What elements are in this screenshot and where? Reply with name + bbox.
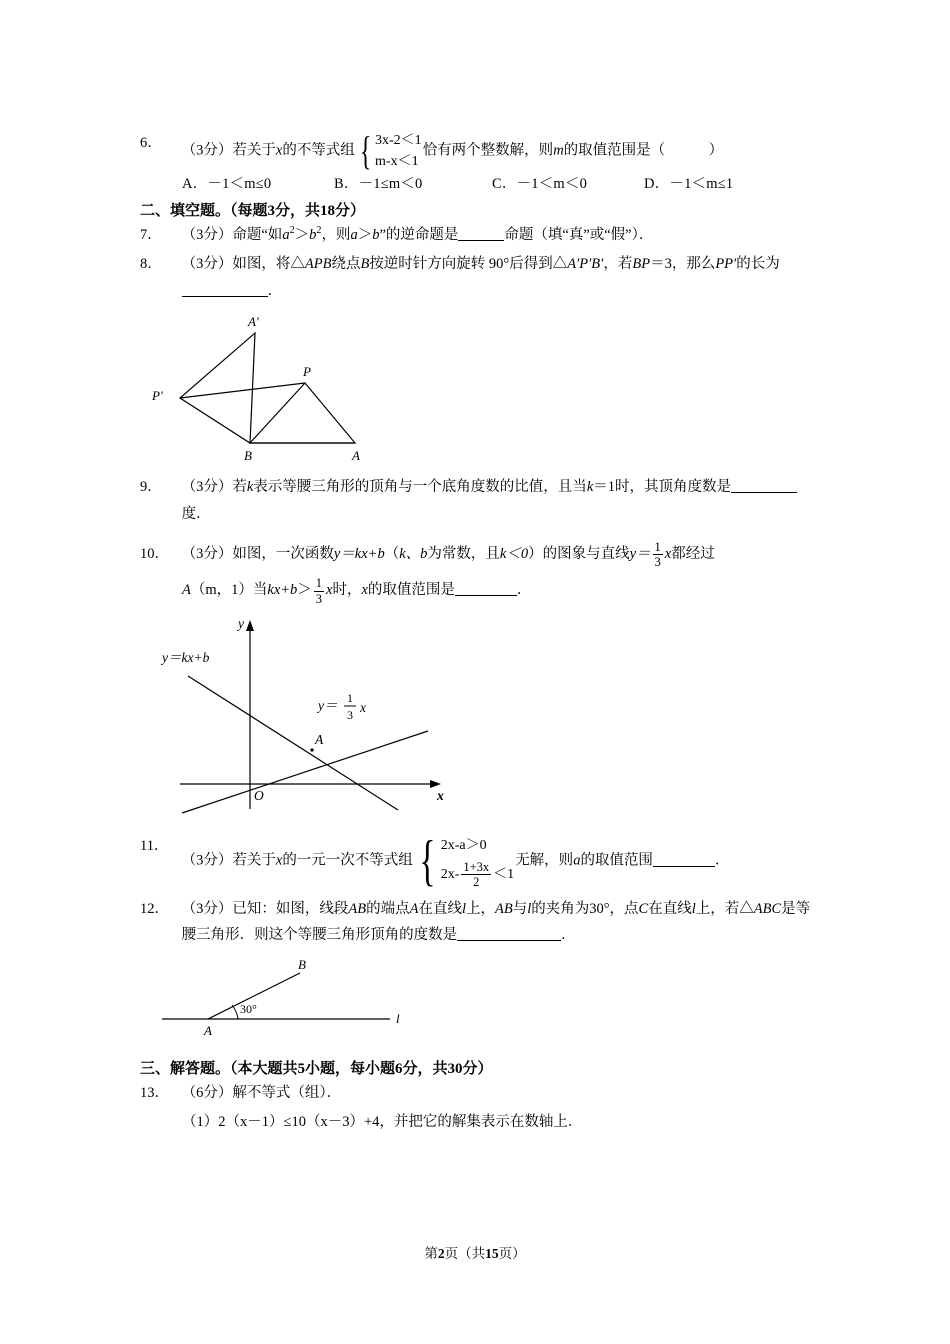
q9-answer-blank[interactable] [731, 478, 797, 494]
q12-text-f: 的夹角为30°，点 [531, 900, 639, 917]
q6-tail2: 的取值范围是（ ） [563, 142, 724, 159]
q8-label-p-prime: P′ [152, 388, 163, 404]
q6-option-b[interactable]: B．－1≤m＜0 [334, 176, 423, 192]
q8-pp: PP′ [715, 255, 737, 272]
q10-line-kxb [188, 676, 398, 810]
section-heading-2: 二、填空题。（每题3分，共18分） [140, 203, 366, 219]
question-11-number: 11． [140, 838, 169, 855]
q11-text-a: （3分）若关于 [181, 852, 276, 869]
question-11-body [181, 829, 812, 892]
q13-part1-text: （1）2（x－1）≤10（x－3）+4，并把它的解集表示在数轴上． [182, 1113, 583, 1130]
q10-point-coord: （m，1） [190, 582, 253, 599]
q11-row2-pre: 2x- [440, 866, 460, 882]
footer-prefix: 第 [424, 1246, 438, 1261]
q12-diagram [140, 951, 440, 1039]
q8-label-a-prime: A′ [248, 314, 259, 330]
q12-text-d: 上， [465, 900, 495, 917]
q10-function: y＝kx+b [333, 546, 385, 563]
q7-b-exp: 2 [316, 225, 322, 237]
q10-graph [140, 614, 480, 829]
q10-label-line2-y: y＝ [318, 698, 338, 714]
q6-var: x [275, 142, 283, 159]
q12-label-b: B [298, 957, 306, 973]
q10-text-c: 的图象与直线 [542, 546, 630, 563]
q7-a2: a [350, 227, 358, 243]
q12-text-j: ． [561, 927, 576, 944]
q10-kb: k、b [399, 546, 428, 563]
q11-frac-bot: 2 [473, 875, 480, 890]
q11-row2-post: ＜1 [493, 866, 515, 882]
q9-text-d: 度． [181, 506, 211, 523]
q8-bp: BP [632, 255, 651, 272]
q8-eq: ＝ [650, 255, 665, 272]
q6-system-row-2: m-x＜1 [375, 154, 419, 169]
q12-label-a: A [204, 1023, 212, 1039]
q10-label-origin: O [254, 788, 264, 804]
q11-system-row-2 [441, 860, 514, 890]
question-6-body [182, 130, 812, 172]
question-9 [140, 474, 820, 528]
q6-option-a[interactable]: A．－1＜m≤0 [182, 176, 272, 192]
q10-gt: ＞ [297, 582, 312, 599]
q10-text-a: （3分）如图，一次函数 [181, 546, 334, 563]
question-9-number: 9． [140, 479, 162, 496]
question-10-cont [182, 573, 820, 608]
q12-abc: ABC [753, 900, 782, 917]
question-12-body [182, 896, 812, 950]
q9-text-c: 时，其顶角度数是 [615, 479, 731, 496]
q8-diagram [140, 308, 440, 468]
q10-answer-blank[interactable] [455, 581, 517, 597]
q8-text-d: ，若 [603, 255, 633, 272]
question-6-options [182, 172, 820, 193]
q12-text-b: 的端点 [366, 900, 410, 917]
question-12-number: 12． [140, 900, 169, 917]
q12-l3: l [691, 900, 696, 917]
q8-segment-pp [180, 383, 305, 398]
q8-text-f: 的长为 [736, 255, 780, 272]
q10-var-x: x [361, 582, 368, 599]
q12-l2: l [527, 900, 532, 917]
q10-text-e: 当 [252, 582, 268, 599]
footer-mid: 页（共 [444, 1246, 486, 1261]
q12-l1: l [461, 900, 466, 917]
brace-icon: { [359, 128, 372, 173]
q11-answer-blank[interactable] [653, 851, 715, 867]
q12-label-l: l [396, 1011, 400, 1027]
q12-text-h: 上，若△ [695, 900, 754, 917]
q10-label-x-axis: x [437, 788, 444, 804]
q9-text-b: 表示等腰三角形的顶角与一个底角度数的比值，且当 [253, 479, 587, 496]
q7-text-d: 命题（填“真”或“假”）． [504, 227, 654, 243]
question-10-figure [140, 614, 820, 829]
q10-label-line1: y＝kx+b [162, 650, 210, 666]
question-8-body [182, 251, 812, 305]
q8-label-a: A [352, 448, 360, 464]
q7-b2: b [372, 227, 380, 243]
q9-k2: k [586, 479, 594, 496]
q6-option-d[interactable]: D．－1＜m≤1 [644, 176, 734, 192]
q12-text-e: 与 [512, 900, 528, 917]
q12-text-a: （3分）已知：如图，线段 [181, 900, 349, 917]
q11-system-row-1: 2x-a＞0 [440, 838, 487, 854]
q8-label-b: B [244, 448, 252, 464]
q8-text-c: 按逆时针方向旋转 90°后得到△ [369, 255, 568, 272]
q6-lead: （3分）若关于 [181, 142, 276, 159]
q10-line-x: x [664, 546, 672, 563]
q10-text-b: 为常数，且 [427, 546, 500, 563]
page-content [140, 130, 820, 1138]
q10-line-y: y＝ [629, 546, 651, 563]
question-10-body [182, 538, 812, 571]
q9-one: 1 [607, 479, 615, 496]
page-footer [0, 1242, 950, 1262]
q10-text-h: ． [516, 582, 532, 599]
q10-text-f: 时， [332, 582, 362, 599]
q10-fraction-1 [653, 540, 663, 570]
question-13-number: 13． [140, 1085, 169, 1102]
q6-system-row-1: 3x-2＜1 [375, 133, 422, 148]
q6-option-c[interactable]: C．－1＜m＜0 [492, 176, 588, 192]
question-13-body: （6分）解不等式（组）． [181, 1085, 342, 1102]
q10-label-line2-num: 1 [347, 691, 353, 706]
question-6 [140, 130, 820, 172]
q8-tri2: A′P′B′ [567, 255, 604, 272]
q6-system [356, 130, 422, 172]
question-13 [140, 1080, 820, 1107]
q8-text-a: （3分）如图，将△ [181, 255, 305, 272]
q10-label-y-axis: y [238, 616, 244, 632]
q10-x-arrow [430, 780, 441, 788]
q8-text-e: 3，那么 [664, 255, 716, 272]
q12-ab: AB [348, 900, 367, 917]
q12-text-g: 在直线 [648, 900, 692, 917]
q7-text-c: ”的逆命题是 [379, 227, 459, 243]
question-8 [140, 251, 820, 305]
q11-var: x [275, 852, 283, 869]
q9-eq: ＝ [593, 479, 608, 496]
q10-text-d: 都经过 [671, 546, 715, 563]
q8-answer-blank[interactable] [182, 281, 268, 297]
question-9-body [182, 474, 812, 528]
question-6-number: 6． [140, 135, 162, 151]
q11-system-rows [441, 833, 514, 889]
q8-text-g: ． [267, 282, 283, 299]
question-7 [140, 222, 820, 249]
q11-frac-top: 1+3x [463, 859, 490, 874]
q6-system-rows [375, 130, 422, 172]
q10-paren-close: ） [528, 546, 543, 563]
q8-text-b: 绕点 [331, 255, 361, 272]
q10-paren-open: （ [384, 546, 400, 563]
footer-page-number: 2 [437, 1246, 445, 1261]
q12-text-c: 在直线 [418, 900, 462, 917]
question-10-number: 10． [140, 546, 169, 563]
q9-text-a: （3分）若 [181, 479, 247, 496]
q7-gt2: ＞ [357, 227, 373, 243]
q11-text-d: 的取值范围 [580, 852, 653, 869]
q12-answer-blank[interactable] [457, 926, 561, 942]
q11-var-a: a [573, 852, 581, 869]
q10-label-line2-x: x [360, 700, 366, 716]
q8-original-triangle [250, 383, 355, 443]
q7-a: a [282, 227, 290, 243]
q11-fraction [461, 860, 491, 890]
q10-frac2-top: 1 [315, 576, 323, 591]
q10-y-arrow [246, 620, 254, 631]
q11-text-b: 的一元一次不等式组 [282, 852, 413, 869]
q7-b: b [309, 227, 317, 243]
brace-icon: { [419, 829, 436, 892]
q6-tail1: 恰有两个整数解，则 [422, 142, 554, 159]
q11-text-c: 无解，则 [515, 852, 574, 869]
q7-answer-blank[interactable] [458, 226, 504, 242]
q12-a: A [409, 900, 419, 917]
question-7-number: 7． [140, 227, 162, 243]
question-8-number: 8． [140, 255, 162, 272]
q10-expr-x: x [326, 582, 333, 599]
q10-k-neg: k＜0 [499, 546, 529, 563]
footer-total-pages: 15 [485, 1246, 499, 1261]
q10-line-third [182, 731, 428, 813]
question-13-part1 [182, 1109, 820, 1136]
q8-label-p: P [303, 364, 311, 380]
q10-label-line2-den: 3 [347, 708, 353, 723]
q7-text-a: （3分）命题“如 [181, 227, 283, 243]
q9-k1: k [246, 479, 254, 496]
q10-expr1: kx+b [267, 582, 298, 599]
q7-gt: ＞ [294, 227, 310, 243]
question-7-body [182, 222, 812, 249]
section-heading-3: 三、解答题。（本大题共5小题，每小题6分，共30分） [140, 1061, 493, 1078]
q10-fraction-2 [314, 576, 324, 606]
q6-lead2: 的不等式组 [282, 142, 355, 159]
q8-rotated-triangle [180, 333, 255, 443]
q10-frac1-top: 1 [654, 539, 661, 554]
question-12 [140, 896, 820, 950]
q10-point-a: A [182, 582, 191, 599]
q10-point-a-dot [310, 749, 313, 752]
footer-suffix: 页） [498, 1246, 526, 1261]
q12-c: C [638, 900, 649, 917]
question-10 [140, 538, 820, 571]
q7-text-b: ，则 [321, 227, 351, 243]
q12-label-angle: 30° [240, 1002, 257, 1017]
q7-a-exp: 2 [289, 225, 295, 237]
q12-text-i: 是等腰三角形．则这个等腰三角形顶角的度数是 [181, 900, 811, 944]
q10-frac2-bot: 3 [315, 591, 323, 606]
q12-ab2: AB [494, 900, 513, 917]
q11-text-e: ． [714, 852, 730, 869]
q10-text-g: 的取值范围是 [367, 582, 455, 599]
q11-system [414, 829, 515, 892]
q8-tri1: APB [304, 255, 332, 272]
q8-point-b: B [360, 255, 370, 272]
q10-label-point-a: A [315, 732, 324, 748]
q6-tail-var: m [553, 142, 564, 159]
question-12-figure [140, 951, 820, 1039]
question-11 [140, 829, 820, 892]
question-8-figure [140, 308, 820, 468]
q10-frac1-bot: 3 [654, 555, 661, 570]
